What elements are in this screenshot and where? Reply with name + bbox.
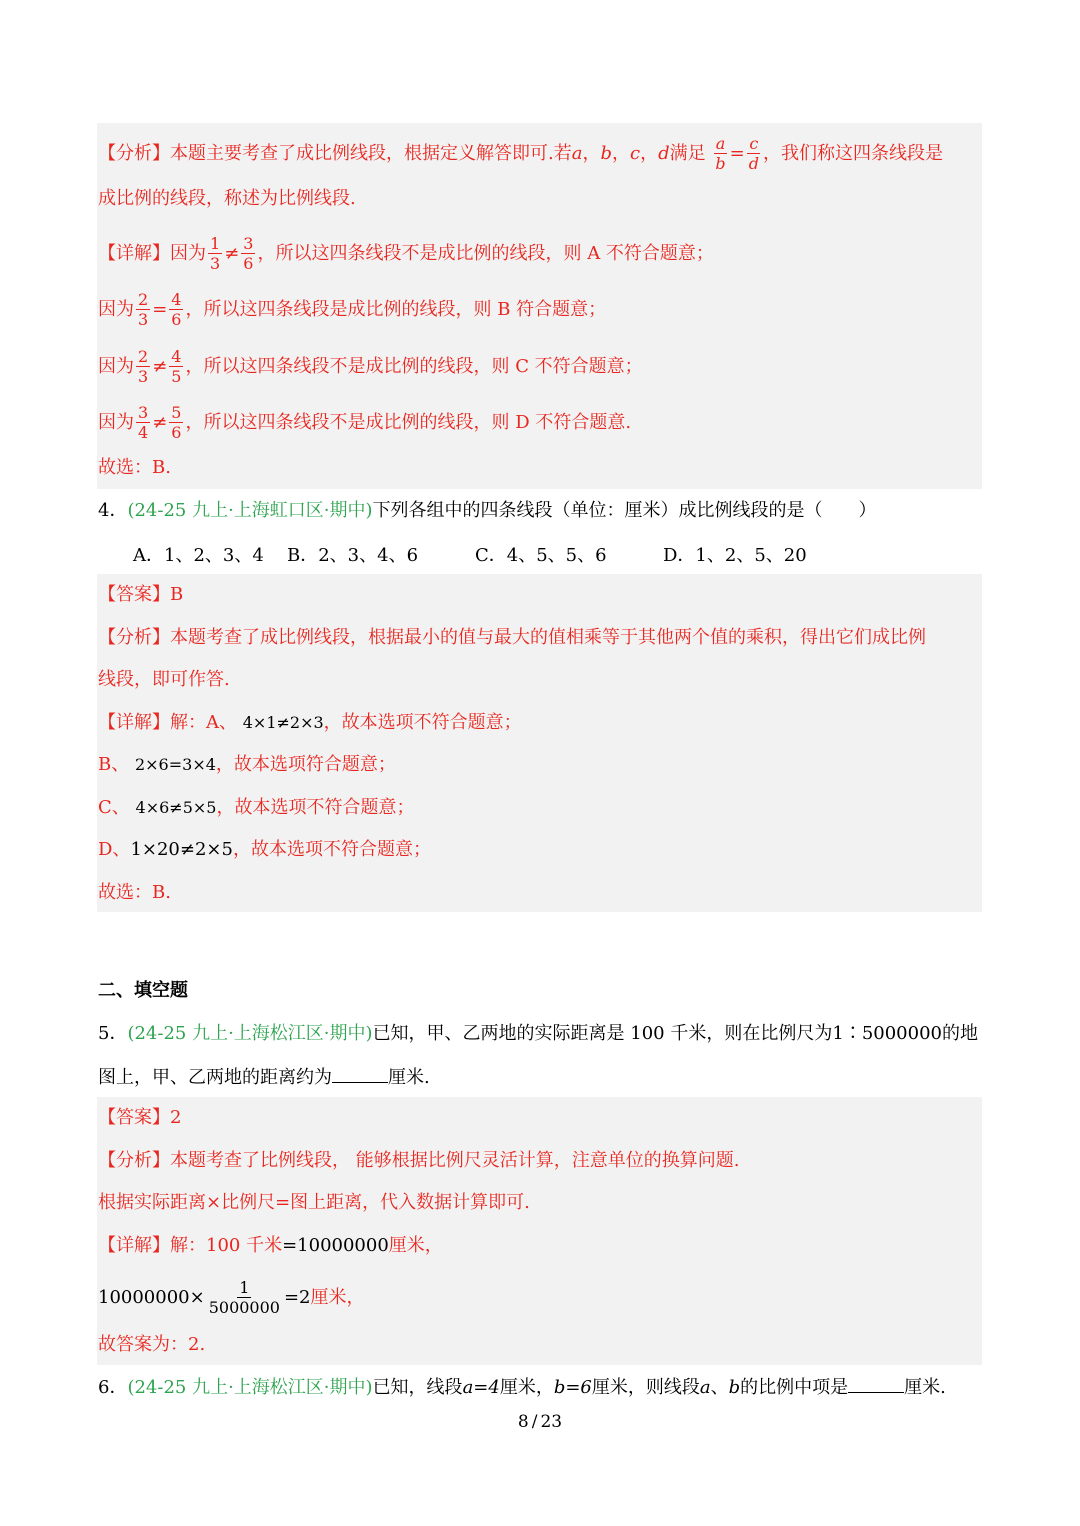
q4-analysis-line1: 【分析】本题考查了成比例线段，根据最小的值与最大的值相乘等于其他两个值的乘积，得出它们成比例 — [98, 627, 926, 648]
q4-option-b: B．2、3、4、6 — [287, 545, 419, 566]
q5-stem-line1: 5．(24-25 九上·上海松江区·期中)已知，甲、乙两地的实际距离是 100 千米，则在比例尺为1∶5000000的地 — [98, 1023, 978, 1044]
q4-detail-a: 【详解】解：A、 4×1≠2×3，故本选项不符合题意； — [98, 712, 522, 733]
q4-detail-c: C、 4×6≠5×5，故本选项不符合题意； — [98, 797, 415, 818]
math-expression: 1×20≠2×5 — [130, 839, 233, 860]
scale-ratio: 1∶5000000 — [832, 1023, 942, 1044]
q4-option-a: A．1、2、3、4 — [133, 545, 264, 566]
q4-option-d: D．1、2、5、20 — [663, 545, 807, 566]
q5-final: 故答案为：2. — [98, 1334, 206, 1355]
answer-blank — [332, 1064, 388, 1083]
q5-solution-block — [97, 1097, 982, 1365]
fraction: $\frac{1}{3}$ — [210, 234, 221, 273]
q4-detail-d: D、1×20≠2×5，故本选项不符合题意； — [98, 839, 431, 860]
fraction: $\frac{3}{4}$ — [138, 403, 149, 442]
q3-choice: 故选：B. — [98, 457, 171, 478]
q5-source: (24-25 九上·上海松江区·期中) — [127, 1023, 373, 1044]
fraction: $\frac{2}{3}$ — [138, 347, 149, 386]
fraction-c-over-d: $\frac{c}{d}$ — [748, 134, 759, 173]
fraction: $\frac{2}{3}$ — [138, 290, 149, 329]
q3-analysis-line1: 【分析】本题主要考查了成比例线段，根据定义解答即可.若a，b，c，d满足 $\frac{a}{b}$ = $\frac{c}{d}$ ，我们称这四条线段是 — [98, 134, 943, 173]
fraction: $\frac{4}{5}$ — [171, 347, 182, 386]
math-expression: 4×6≠5×5 — [135, 798, 217, 817]
math-expression: 4×1≠2×3 — [242, 713, 324, 732]
q4-choice: 故选：B. — [98, 882, 171, 903]
q3-detail-line2: 因为 $\frac{2}{3}$ = $\frac{4}{6}$ ，所以这四条线段是成比例的线段，则 B 符合题意； — [98, 290, 607, 329]
q5-stem-line2: 图上，甲、乙两地的距离约为 厘米. — [98, 1064, 430, 1091]
q4-answer: 【答案】B — [98, 584, 184, 605]
page-number: 8 / 23 — [517, 1412, 563, 1432]
q4-stem: 4．(24-25 九上·上海虹口区·期中)下列各组中的四条线段（单位：厘米）成比例线段的是（ ） — [98, 500, 877, 521]
q5-detail: 【详解】解：100 千米=10000000厘米， — [98, 1235, 443, 1256]
q3-detail-line4: 因为 $\frac{3}{4}$ ≠ $\frac{5}{6}$ ，所以这四条线段不是成比例的线段，则 D 不符合题意. — [98, 403, 632, 442]
q6-source: (24-25 九上·上海松江区·期中) — [127, 1377, 373, 1398]
q3-detail-line1: 【详解】因为 $\frac{1}{3}$ ≠ $\frac{3}{6}$ ，所以这四条线段不是成比例的线段，则 A 不符合题意； — [98, 234, 714, 273]
q5-analysis-line1: 【分析】本题考查了比例线段， 能够根据比例尺灵活计算，注意单位的换算问题. — [98, 1150, 740, 1171]
section-title: 二、填空题 — [98, 980, 188, 1001]
q6-stem: 6．(24-25 九上·上海松江区·期中)已知，线段a=4厘米，b=6厘米，则线段a、b的比例中项是 厘米. — [98, 1374, 946, 1401]
q4-source: (24-25 九上·上海虹口区·期中) — [127, 500, 373, 521]
fraction: $\frac{5}{6}$ — [171, 403, 182, 442]
math-expression: 2×6=3×4 — [134, 755, 216, 774]
q4-analysis-line2: 线段，即可作答. — [98, 669, 230, 690]
fraction-a-over-b: $\frac{a}{b}$ — [715, 134, 726, 173]
fraction: $\frac{3}{6}$ — [243, 234, 254, 273]
q5-answer: 【答案】2 — [98, 1107, 182, 1128]
q5-analysis-line2: 根据实际距离×比例尺=图上距离，代入数据计算即可. — [98, 1192, 530, 1213]
answer-blank — [848, 1374, 904, 1393]
q4-option-c: C．4、5、5、6 — [475, 545, 607, 566]
fraction: $\frac{4}{6}$ — [171, 290, 182, 329]
q3-detail-line3: 因为 $\frac{2}{3}$ ≠ $\frac{4}{5}$ ，所以这四条线段不是成比例的线段，则 C 不符合题意； — [98, 347, 643, 386]
q4-detail-b: B、 2×6=3×4，故本选项符合题意； — [98, 754, 396, 775]
math-expression: =10000000 — [282, 1235, 389, 1256]
q3-analysis-line2: 成比例的线段，称述为比例线段. — [98, 188, 356, 209]
fraction: $\frac{1}{5000000}$ — [208, 1278, 280, 1317]
q5-calculation: 10000000× $\frac{1}{5000000}$ =2厘米， — [98, 1278, 365, 1317]
